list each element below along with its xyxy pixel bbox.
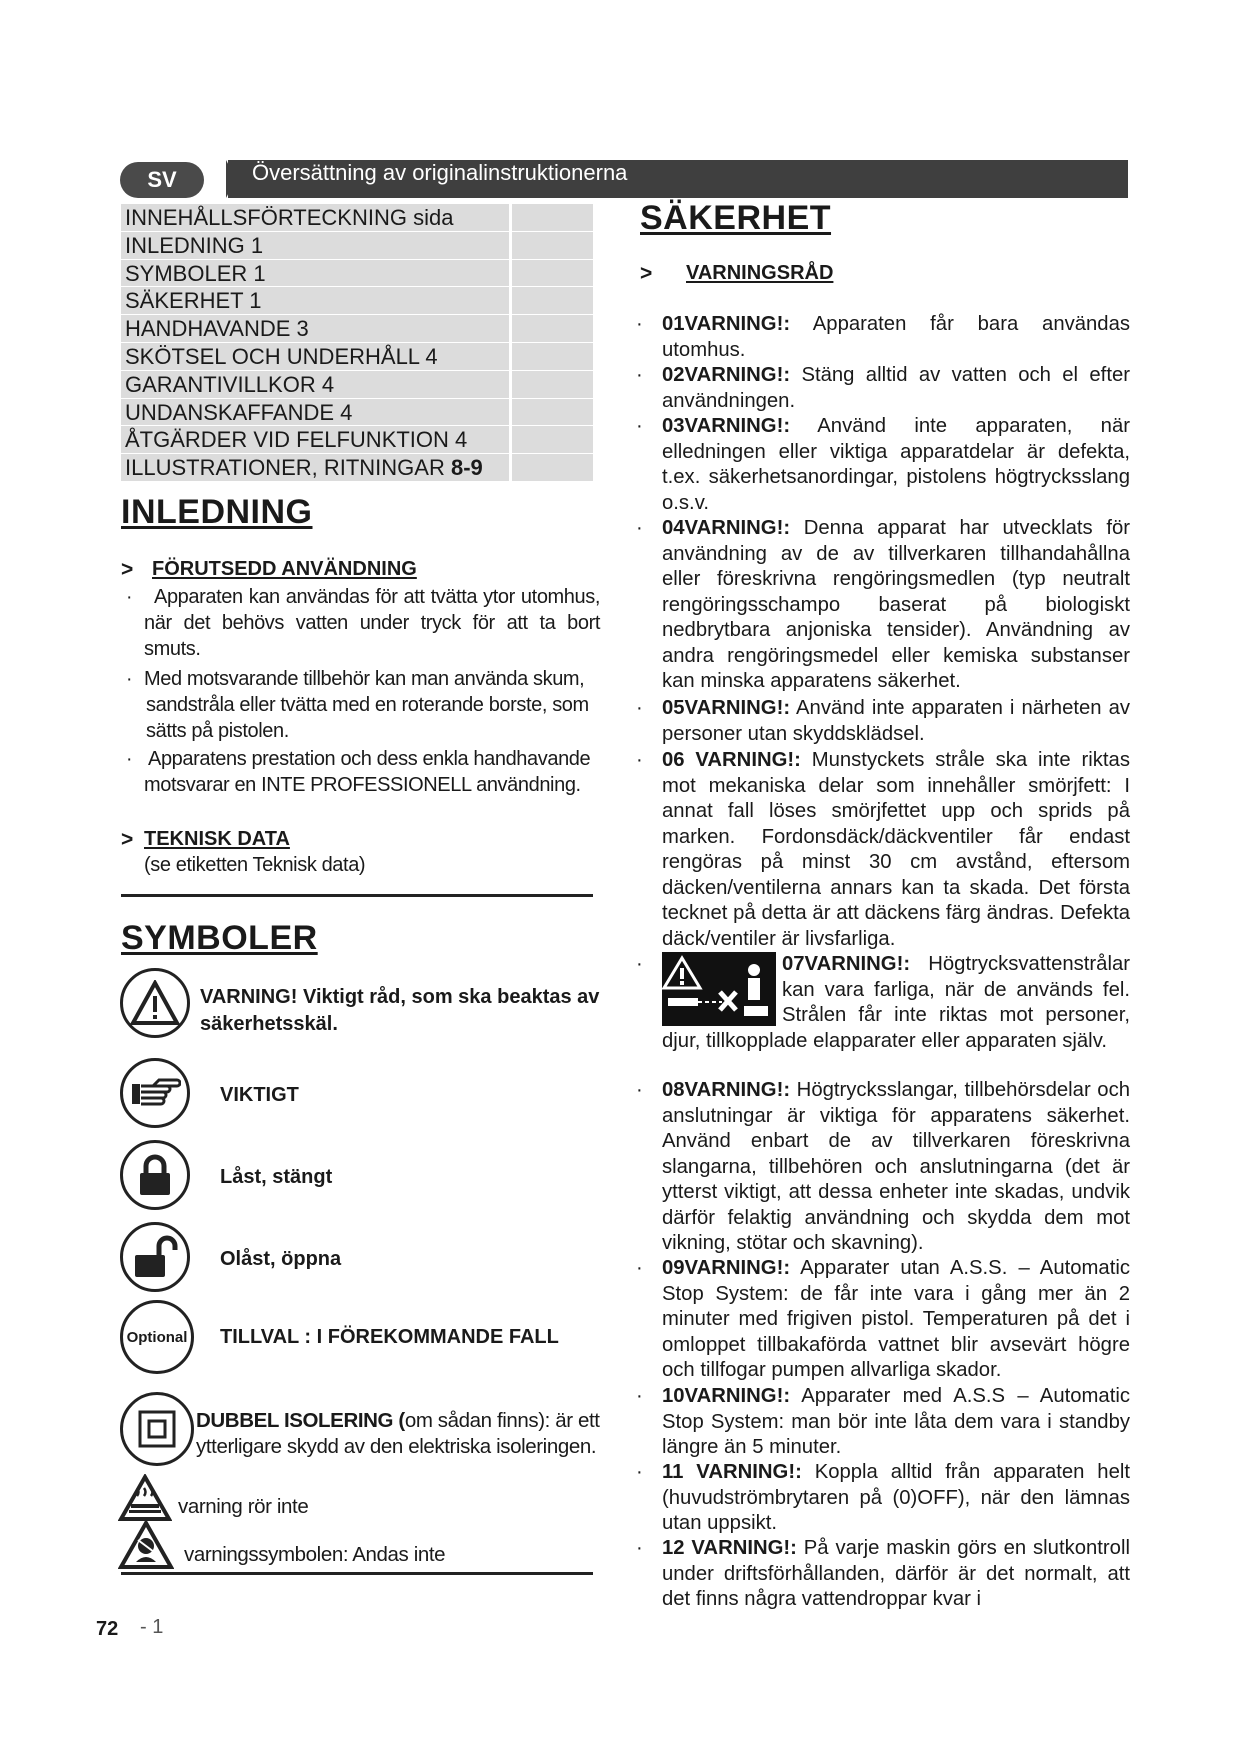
warning-item: · 06 VARNING!: Munstyckets stråle ska inte riktas mot mekaniska delar som innehåller smörjfett: I annat fall löses smörjfettet upp och sprids på marken. Fordonsdäck/däckventiler får endast rengöras på minst 30 cm avstånd, eftersom däcken/ventilerna annars kan ta skada. Det första tecknet på detta är att däckens färg ändras. Defekta däck/ventiler är livsfarliga. — [636, 749, 1130, 950]
section-title-warnings: VARNINGSRÅD — [686, 262, 834, 284]
language-badge: SV — [120, 162, 204, 198]
toc-label: SYMBOLER 1 — [121, 260, 509, 287]
sakerhet-heading: SÄKERHET — [640, 199, 832, 237]
bullet-item: · Med motsvarande tillbehör kan man använda skum, sandstråla eller tvätta med en roterande borste, som sätts på pistolen. — [126, 668, 589, 742]
section-title-technical-data: TEKNISK DATA — [144, 828, 290, 850]
toc-row — [121, 399, 593, 427]
warning-item: · 09VARNING!: Apparater utan A.S.S. – Automatic Stop System: de får inte vara i gång mer än 2 minuter med frigiven pistol. Temperaturen på det i omloppet tillbakaförda vattnet blir avsevärt högre och tillfogar pumpen allvarliga skador. — [636, 1257, 1130, 1381]
warning-item: · 08VARNING!: Högtrycksslangar, tillbehörsdelar och anslutningar är viktiga för apparatens säkerhet. Använd enbart de av tillverkaren föreskrivna slangarna, tillbehören och anslutningarna (det är ytterst viktigt, att dessa enheter inte skadas, undvik därför felaktig användning och skydda dem mot vikning, stötar och skavning). — [636, 1079, 1130, 1254]
toc-row — [121, 287, 593, 315]
technical-data-note: (se etiketten Teknisk data) — [144, 854, 366, 876]
breathing-warning-icon — [118, 1520, 174, 1575]
toc-row — [121, 315, 593, 343]
toc-row — [121, 260, 593, 288]
symbol-label-important: VIKTIGT — [220, 1084, 299, 1106]
page-subnumber: - 1 — [140, 1616, 164, 1638]
optional-icon: Optional — [120, 1300, 194, 1374]
warning-item: · 05VARNING!: Använd inte apparaten i närheten av personer utan skyddsklädsel. — [636, 697, 1130, 745]
table-of-contents — [121, 204, 593, 482]
warning-item: · 01VARNING!: Apparaten får bara användas utomhus. — [636, 313, 1130, 361]
toc-label: INNEHÅLLSFÖRTECKNING sida — [121, 204, 509, 231]
toc-label: UNDANSKAFFANDE 4 — [121, 399, 509, 426]
toc-row — [121, 426, 593, 454]
toc-label: SKÖTSEL OCH UNDERHÅLL 4 — [121, 343, 509, 370]
toc-label: HANDHAVANDE 3 — [121, 315, 509, 342]
double-insulation-icon — [120, 1392, 194, 1466]
toc-label: INLEDNING 1 — [121, 232, 509, 259]
toc-row — [121, 204, 593, 232]
warning-item: · 03VARNING!: Använd inte apparaten, när elledningen eller viktiga apparatdelar är defekta, t.ex. säkerhetsanordingar, pistolens högtrycksslang o.s.v. — [636, 415, 1130, 514]
toc-row — [121, 454, 593, 482]
toc-label: ILLUSTRATIONER, RITNINGAR 8-9 — [121, 454, 509, 481]
header-title: Översättning av originalinstruktionerna — [252, 160, 628, 185]
symbol-label-double-insulation: DUBBEL ISOLERING (om sådan finns): är ett ytterligare skydd av den elektriska isoleringen. — [196, 1409, 600, 1458]
arrow-marker: > — [640, 262, 653, 285]
warnings-list — [636, 0, 1130, 1754]
symbol-label-unlocked: Olåst, öppna — [220, 1248, 342, 1270]
page-number: 72 — [96, 1618, 119, 1640]
arrow-marker: > — [121, 558, 134, 581]
warning-item: · 02VARNING!: Stäng alltid av vatten och el efter användningen. — [636, 364, 1130, 412]
pointing-hand-icon — [120, 1058, 190, 1128]
water-jet-warning-icon — [662, 952, 776, 1026]
unlocked-padlock-icon — [120, 1222, 190, 1292]
toc-row — [121, 371, 593, 399]
toc-label: GARANTIVILLKOR 4 — [121, 371, 509, 398]
toc-label: SÄKERHET 1 — [121, 287, 509, 314]
symbol-label-locked: Låst, stängt — [220, 1166, 333, 1188]
toc-label: ÅTGÄRDER VID FELFUNKTION 4 — [121, 426, 509, 453]
symbol-label-warning: VARNING! Viktigt råd, som ska beaktas av säkerhetsskäl. — [200, 986, 600, 1035]
warning-item: · 04VARNING!: Denna apparat har utvecklats för användning av de av tillverkaren tillhandahållna eller föreskrivna rengöringsmedlen (typ neutralt rengöringsschampo baserat på biologiskt nedbrytbara anjoniska tensider). Användning av andra rengöringsmedel eller kemiska substanser kan minska apparatens säkerhet. — [636, 517, 1130, 692]
bullet-item: · Apparatens prestation och dess enkla handhavande motsvarar en INTE PROFESSIONELL användning. — [126, 748, 591, 796]
symbol-label-optional: TILLVAL : I FÖREKOMMANDE FALL — [220, 1326, 559, 1348]
symbol-label-hot-surface: varning rör inte — [178, 1495, 309, 1518]
warning-item: · 12 VARNING!: På varje maskin görs en slutkontroll under driftsförhållanden, därför är det normalt, att det finns några vattendroppar kvar i — [636, 1537, 1130, 1610]
locked-padlock-icon — [120, 1140, 190, 1210]
divider — [121, 1572, 593, 1575]
toc-row — [121, 343, 593, 371]
section-title-intended-use: FÖRUTSEDD ANVÄNDNING — [152, 558, 417, 580]
arrow-marker: > — [121, 828, 134, 851]
warning-triangle-icon — [120, 968, 190, 1038]
warning-item: · 07VARNING!: Högtrycksvattenstrålar kan vara farliga, när de används fel. Strålen får inte riktas mot personer, djur, tillkopplade elapparater eller apparaten själv. — [636, 953, 1130, 1052]
warning-item: · 11 VARNING!: Koppla alltid från apparaten helt (huvudströmbrytaren på (0)OFF), när den lämnas utan uppsikt. — [636, 1461, 1130, 1534]
symboler-heading: SYMBOLER — [121, 919, 318, 957]
toc-row — [121, 232, 593, 260]
symbol-label-no-breathe: varningssymbolen: Andas inte — [184, 1543, 446, 1566]
warning-item: · 10VARNING!: Apparater med A.S.S – Automatic Stop System: man bör inte låta dem vara i standby längre än 5 minuter. — [636, 1385, 1130, 1458]
divider — [121, 894, 593, 897]
inledning-heading: INLEDNING — [121, 493, 313, 531]
bullet-item: · Apparaten kan användas för att tvätta ytor utomhus, när det behövs vatten under tryck för att ta bort smuts. — [126, 586, 600, 660]
